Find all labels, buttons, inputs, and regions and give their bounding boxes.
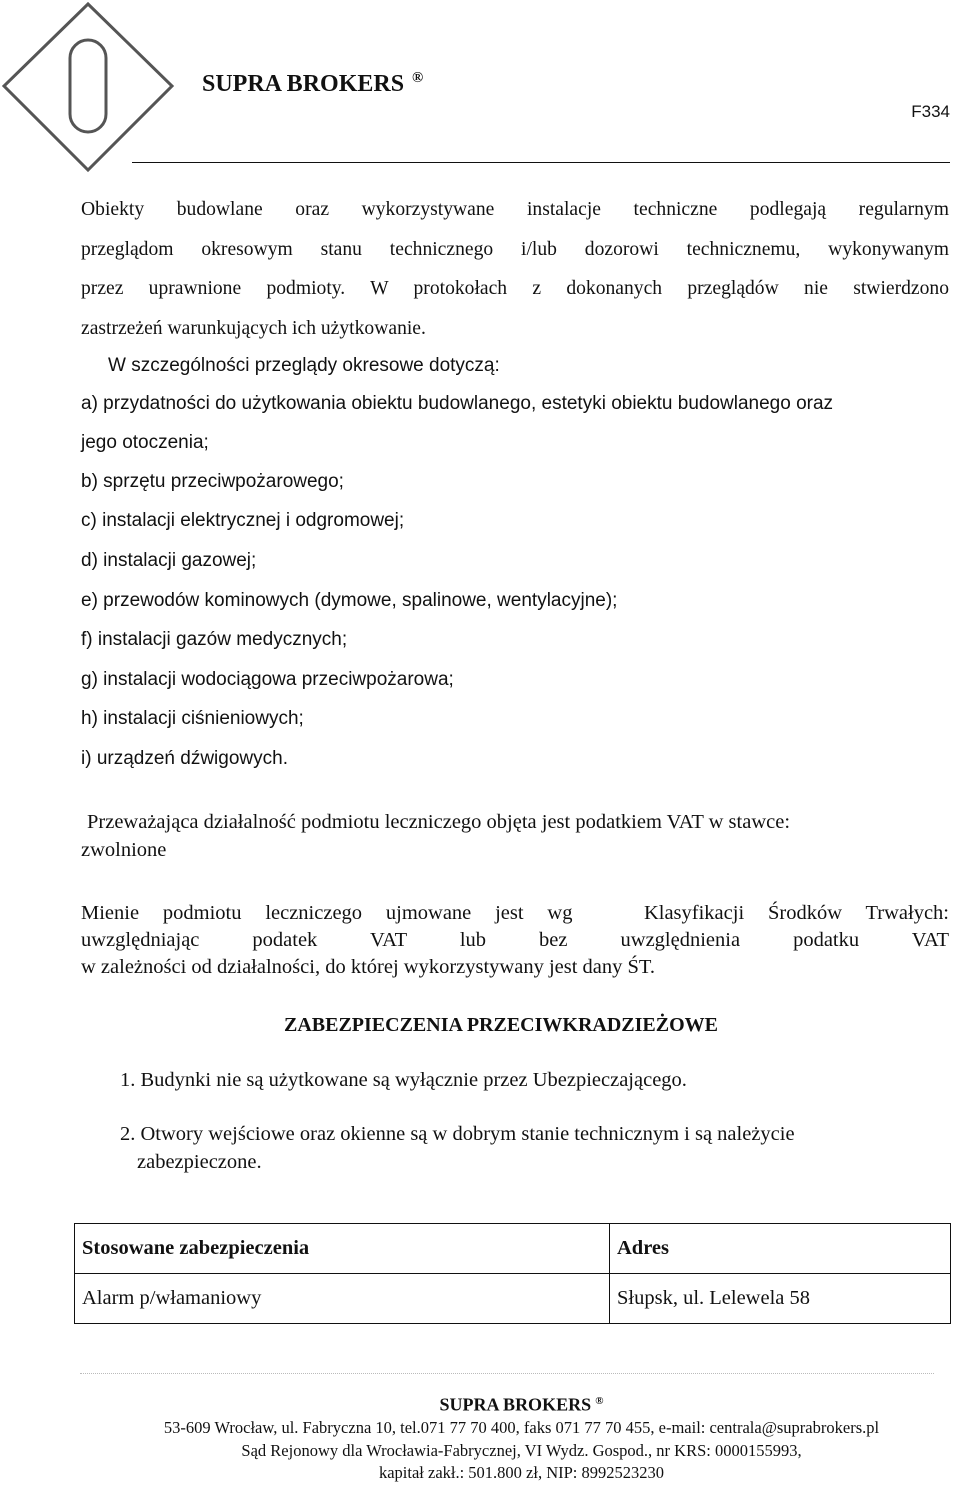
inspection-item: e) przewodów kominowych (dymowe, spalinowe, wentylacyjne); — [81, 590, 618, 611]
company-logo — [0, 0, 180, 175]
section-title: ZABEZPIECZENIA PRZECIWKRADZIEŻOWE — [284, 1014, 718, 1036]
security-table — [74, 1223, 951, 1324]
assets-line: uwzględniając podatek VAT lub bez uwzględnienia podatku VAT — [81, 929, 949, 951]
inspection-item: a) przydatności do użytkowania obiektu budowlanego, estetyki obiektu budowlanego oraz — [81, 393, 834, 414]
footer-divider — [80, 1373, 934, 1374]
form-code: F334 — [911, 102, 950, 121]
header-divider — [132, 162, 950, 163]
assets-line: Mienie podmiotu leczniczego ujmowane jest wg Klasyfikacji Środków Trwałych: — [81, 902, 949, 924]
footer — [0, 1390, 960, 1485]
security-item-1: 1. Budynki nie są użytkowane są wyłącznie przez Ubezpieczającego. — [120, 1069, 687, 1091]
intro-line: przez uprawnione podmioty. W protokołach z dokonanych przeglądów nie stwierdzono — [81, 278, 949, 299]
inspection-item: i) urządzeń dźwigowych. — [81, 748, 288, 769]
inspections-heading: W szczególności przeglądy okresowe dotyczą: — [108, 355, 500, 376]
inspection-item: c) instalacji elektrycznej i odgromowej; — [81, 510, 405, 531]
intro-line: przeglądom okresowym stanu technicznego i/lub dozorowi technicznemu, wykonywanym — [81, 238, 949, 260]
footer-capital: kapitał zakł.: 501.800 zł, NIP: 8992523230 — [378, 1463, 665, 1482]
inspection-item: h) instalacji ciśnieniowych; — [81, 708, 304, 729]
footer-brand: SUPRA BROKERS ® — [439, 1394, 604, 1415]
footer-address: 53-609 Wrocław, ul. Fabryczna 10, tel.071 77 70 400, faks 071 77 70 455, e-mail: centrala@suprabrokers.pl — [163, 1418, 880, 1437]
registered-mark: ® — [412, 70, 424, 86]
security-item-2: 2. Otwory wejściowe oraz okienne są w dobrym stanie technicznym i są należycie zabezpieczone. — [120, 1123, 795, 1173]
vat-line: Przeważająca działalność podmiotu leczniczego objęta jest podatkiem VAT w stawce: — [87, 811, 791, 833]
inspection-item: f) instalacji gazów medycznych; — [81, 629, 348, 650]
footer-court: Sąd Rejonowy dla Wrocławia-Fabrycznej, VI Wydz. Gospod., nr KRS: 0000155993, — [241, 1440, 802, 1460]
intro-line: zastrzeżeń warunkujących ich użytkowanie. — [81, 317, 426, 339]
inspection-item: b) sprzętu przeciwpożarowego; — [81, 471, 344, 492]
table-cell: Słupsk, ul. Lelewela 58 — [610, 1274, 951, 1324]
vat-paragraph — [81, 808, 949, 864]
assets-line: w zależności od działalności, do której wykorzystywany jest dany ŚT. — [81, 956, 656, 978]
table-header-cell: Stosowane zabezpieczenia — [75, 1224, 610, 1274]
inspection-item: jego otoczenia; — [81, 432, 209, 453]
table-header-row — [75, 1224, 951, 1274]
intro-line: Obiekty budowlane oraz wykorzystywane instalacje techniczne podlegają regularnym — [81, 199, 949, 220]
intro-paragraph — [81, 190, 949, 348]
inspection-item: d) instalacji gazowej; — [81, 550, 257, 571]
table-cell: Alarm p/włamaniowy — [75, 1274, 610, 1324]
table-row — [75, 1274, 951, 1324]
assets-paragraph — [81, 900, 949, 981]
inspection-item: g) instalacji wodociągowa przeciwpożarowa; — [81, 669, 454, 690]
table-header-cell: Adres — [610, 1224, 951, 1274]
vat-value: zwolnione — [81, 839, 167, 861]
brand-name: SUPRA BROKERS ® — [202, 70, 424, 97]
